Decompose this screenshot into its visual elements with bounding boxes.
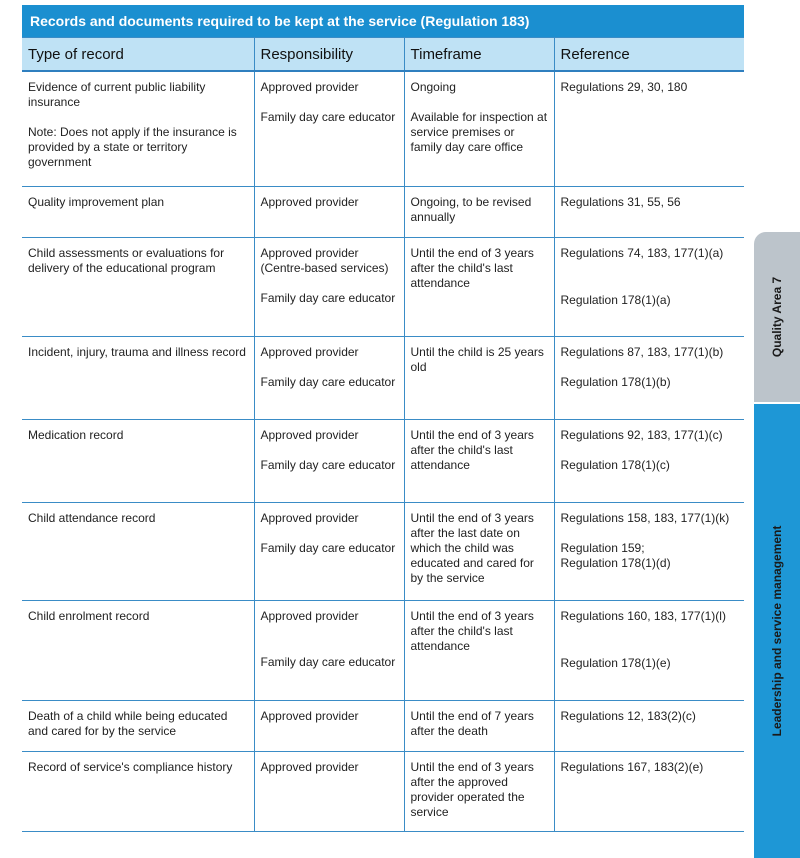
cell-text: Regulations 12, 183(2)(c) (560, 708, 696, 723)
cell-text: Approved provider (260, 427, 359, 442)
cell-text: Family day care educator (260, 654, 396, 669)
cell-type (22, 751, 254, 831)
cell-text: Regulations 74, 183, 177(1)(a) (560, 245, 724, 260)
cell-text: Approved provider (Centre-based services) (260, 245, 389, 275)
cell-reference (554, 237, 744, 336)
cell-type (22, 419, 254, 502)
table-row (22, 751, 744, 831)
cell-responsibility (254, 186, 404, 237)
table-row (22, 600, 744, 700)
cell-timeframe (404, 71, 554, 186)
cell-responsibility (254, 751, 404, 831)
cell-timeframe (404, 502, 554, 600)
cell-reference (554, 336, 744, 419)
cell-timeframe (404, 336, 554, 419)
cell-text: Medication record (28, 427, 124, 442)
cell-responsibility (254, 419, 404, 502)
cell-responsibility (254, 71, 404, 186)
cell-text: Ongoing, to be revised annually (410, 194, 532, 224)
table-row (22, 502, 744, 600)
cell-responsibility (254, 502, 404, 600)
table-row (22, 237, 744, 336)
header-row (22, 38, 744, 72)
cell-text: Regulations 29, 30, 180 (560, 80, 688, 94)
cell-reference (554, 419, 744, 502)
cell-text: Regulation 159; (560, 540, 645, 555)
cell-text: Regulation 178(1)(b) (560, 374, 671, 389)
cell-type (22, 600, 254, 700)
cell-text: Incident, injury, trauma and illness record (28, 344, 246, 359)
header-reference: Reference (554, 38, 744, 72)
cell-text: Regulations 87, 183, 177(1)(b) (560, 344, 724, 359)
cell-reference (554, 751, 744, 831)
header-responsibility: Responsibility (254, 38, 404, 72)
cell-responsibility (254, 237, 404, 336)
table-row (22, 186, 744, 237)
cell-reference (554, 186, 744, 237)
cell-text: Approved provider (260, 80, 359, 94)
cell-text: Regulation 178(1)(e) (560, 655, 671, 670)
cell-type (22, 186, 254, 237)
cell-text: Child assessments or evaluations for delivery of the educational program (28, 245, 225, 275)
table-title: Records and documents required to be kept at the service (Regulation 183) (22, 5, 744, 37)
cell-responsibility (254, 336, 404, 419)
cell-reference (554, 71, 744, 186)
cell-note: Note: Does not apply if the insurance is provided by a state or territory government (28, 125, 237, 169)
cell-text: Regulations 160, 183, 177(1)(l) (560, 608, 726, 623)
cell-text: Approved provider (260, 344, 359, 359)
tab-quality-area-7[interactable] (754, 232, 800, 402)
cell-text: Regulation 178(1)(d) (560, 555, 671, 570)
cell-text: Until the end of 3 years after the last date on which the child was educated and cared for by the service (410, 510, 534, 585)
cell-responsibility (254, 700, 404, 751)
cell-timeframe (404, 186, 554, 237)
cell-text: Approved provider (260, 510, 359, 525)
cell-timeframe (404, 751, 554, 831)
cell-timeframe (404, 419, 554, 502)
cell-text: Approved provider (260, 759, 359, 774)
cell-text: Until the end of 3 years after the child's last attendance (410, 608, 534, 653)
cell-text: Child enrolment record (28, 608, 150, 623)
cell-reference (554, 700, 744, 751)
cell-text: Family day care educator (260, 290, 396, 305)
tab-leadership-service-management[interactable] (754, 404, 800, 858)
cell-text: Death of a child while being educated and cared for by the service (28, 708, 228, 738)
cell-text: Approved provider (260, 708, 359, 723)
side-tabs (754, 232, 800, 858)
cell-type (22, 71, 254, 186)
cell-timeframe (404, 600, 554, 700)
cell-text: Family day care educator (260, 540, 396, 555)
cell-reference (554, 502, 744, 600)
table-row (22, 71, 744, 186)
table-row (22, 419, 744, 502)
cell-timeframe (404, 237, 554, 336)
cell-text: Regulations 92, 183, 177(1)(c) (560, 427, 723, 442)
cell-text: Until the end of 3 years after the child's last attendance (410, 245, 534, 290)
records-table (22, 37, 744, 832)
header-type-of-record: Type of record (22, 38, 254, 72)
cell-text: Quality improvement plan (28, 194, 165, 209)
cell-text: Evidence of current public liability insurance (28, 80, 206, 109)
cell-text: Regulation 178(1)(a) (560, 292, 671, 307)
cell-text: Until the end of 7 years after the death (410, 708, 534, 738)
cell-text: Record of service's compliance history (28, 759, 233, 774)
cell-text: Regulation 178(1)(c) (560, 457, 670, 472)
tab-leadership-label: Leadership and service management (770, 525, 784, 737)
cell-text: Child attendance record (28, 510, 156, 525)
header-timeframe: Timeframe (404, 38, 554, 72)
cell-text: Family day care educator (260, 374, 396, 389)
cell-text: Until the child is 25 years old (410, 344, 544, 374)
cell-text: Until the end of 3 years after the child's last attendance (410, 427, 534, 472)
cell-text: Regulations 31, 55, 56 (560, 194, 681, 209)
cell-text: Approved provider (260, 194, 359, 209)
cell-text: Available for inspection at service premises or family day care office (410, 110, 548, 154)
cell-type (22, 237, 254, 336)
records-table-container (22, 5, 744, 832)
tab-quality-area-label: Quality Area 7 (770, 276, 784, 358)
cell-text: Family day care educator (260, 110, 396, 124)
cell-text: Approved provider (260, 608, 359, 623)
cell-responsibility (254, 600, 404, 700)
cell-text: Regulations 167, 183(2)(e) (560, 759, 704, 774)
cell-reference (554, 600, 744, 700)
cell-type (22, 336, 254, 419)
table-row (22, 336, 744, 419)
cell-text: Regulations 158, 183, 177(1)(k) (560, 510, 730, 525)
cell-text: Ongoing (410, 80, 456, 94)
cell-type (22, 700, 254, 751)
table-row (22, 700, 744, 751)
cell-type (22, 502, 254, 600)
cell-timeframe (404, 700, 554, 751)
cell-text: Until the end of 3 years after the approved provider operated the service (410, 759, 534, 819)
cell-text: Family day care educator (260, 457, 396, 472)
